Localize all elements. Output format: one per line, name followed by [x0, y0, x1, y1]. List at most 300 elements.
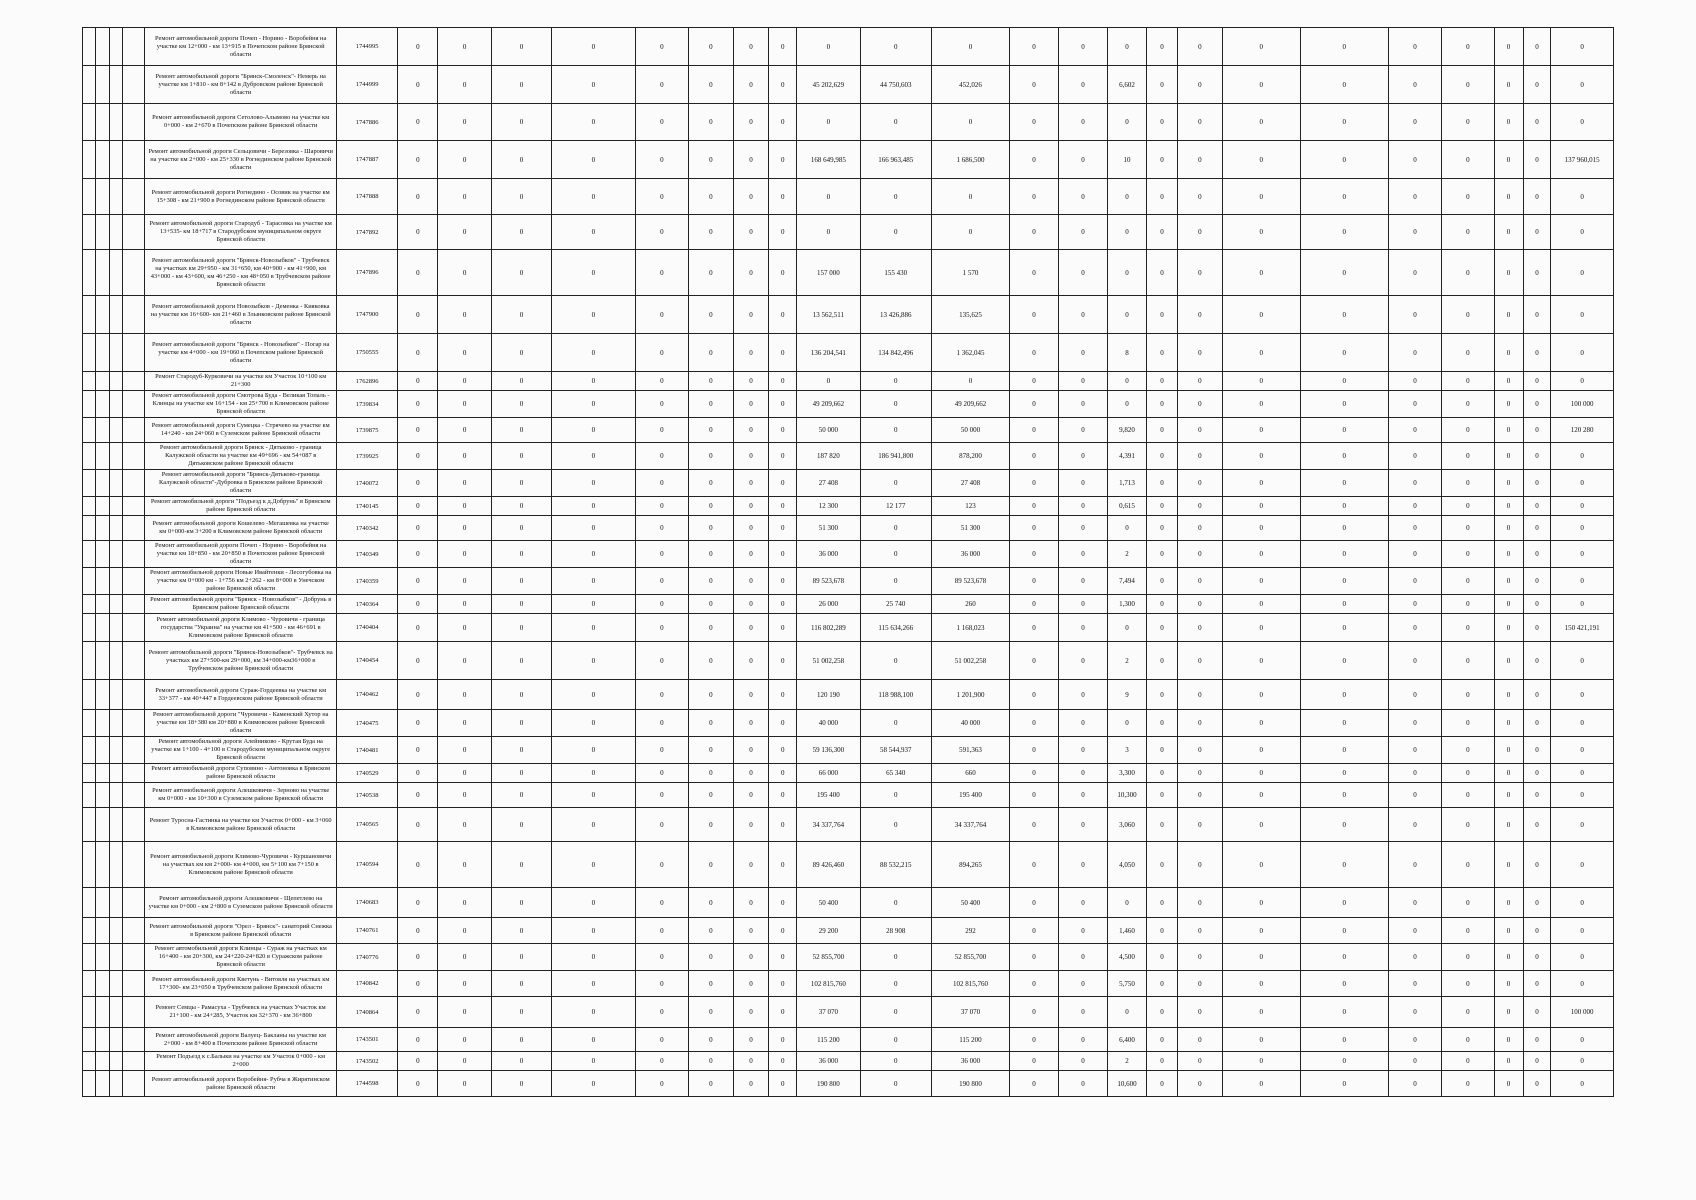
- value-cell: 2: [1107, 541, 1146, 568]
- road-name-cell: Ремонт автомобильной дороги "Брянск-Смоленск"- Немерь на участке км 1+810 - км 8+142 в Дубровском районе Брянской области: [145, 66, 337, 104]
- value-cell: 0: [1178, 443, 1223, 470]
- value-cell: 52 855,700: [797, 944, 861, 971]
- value-cell: 0: [1178, 710, 1223, 737]
- value-cell: 0: [769, 944, 797, 971]
- value-cell: 0: [1146, 1052, 1177, 1071]
- road-name-cell: Ремонт автомобильной дороги "Брянск-Новозыбков"- Трубчевск на участках км 27+500-км 29+000, км 34+000-км36+000 в Трубчевском районе Брянской области: [145, 642, 337, 680]
- value-cell: 0: [769, 737, 797, 764]
- value-cell: 0: [1551, 944, 1614, 971]
- value-cell: 0: [1523, 443, 1551, 470]
- value-cell: 0: [689, 568, 734, 595]
- value-cell: 0: [1300, 250, 1388, 296]
- value-cell: 168 649,985: [797, 141, 861, 179]
- object-code-cell: 1740594: [337, 842, 398, 888]
- value-cell: 0: [438, 642, 491, 680]
- value-cell: 0: [1009, 141, 1058, 179]
- value-cell: 0: [635, 971, 688, 997]
- value-cell: 0: [1523, 680, 1551, 710]
- empty-cell: [83, 680, 96, 710]
- empty-cell: [83, 971, 96, 997]
- value-cell: 0,615: [1107, 497, 1146, 516]
- value-cell: 0: [491, 764, 551, 783]
- value-cell: 0: [1551, 104, 1614, 141]
- object-code-cell: 1740404: [337, 614, 398, 642]
- value-cell: 0: [1388, 918, 1441, 944]
- value-cell: 0: [1222, 418, 1300, 443]
- value-cell: 0: [1523, 918, 1551, 944]
- empty-cell: [96, 250, 109, 296]
- value-cell: 0: [1009, 842, 1058, 888]
- value-cell: 0: [860, 971, 931, 997]
- value-cell: 0: [1523, 1028, 1551, 1052]
- value-cell: 0: [689, 1052, 734, 1071]
- value-cell: 6,602: [1107, 66, 1146, 104]
- value-cell: 123: [931, 497, 1009, 516]
- value-cell: 0: [860, 179, 931, 215]
- value-cell: 0: [552, 918, 636, 944]
- table-row: [83, 334, 1614, 372]
- object-code-cell: 1740342: [337, 516, 398, 541]
- value-cell: 10,300: [1107, 783, 1146, 808]
- value-cell: 0: [1300, 737, 1388, 764]
- empty-cell: [96, 808, 109, 842]
- value-cell: 0: [1494, 1052, 1523, 1071]
- object-code-cell: 1747888: [337, 179, 398, 215]
- object-code-cell: 1740864: [337, 997, 398, 1028]
- value-cell: 0: [1442, 842, 1494, 888]
- empty-cell: [96, 179, 109, 215]
- empty-cell: [123, 764, 145, 783]
- value-cell: 0: [1178, 595, 1223, 614]
- value-cell: 0: [689, 516, 734, 541]
- value-cell: 51 300: [931, 516, 1009, 541]
- road-name-cell: Ремонт Туросна-Гастинка на участке км Участок 0+000 - км 3+060 в Климовском районе Брянской области: [145, 808, 337, 842]
- value-cell: 0: [1009, 372, 1058, 391]
- value-cell: 0: [491, 66, 551, 104]
- value-cell: 0: [1300, 1071, 1388, 1097]
- value-cell: 37 070: [797, 997, 861, 1028]
- object-code-cell: 1747900: [337, 296, 398, 334]
- value-cell: 0: [1551, 680, 1614, 710]
- value-cell: 0: [689, 808, 734, 842]
- empty-cell: [96, 443, 109, 470]
- value-cell: 0: [769, 104, 797, 141]
- value-cell: 0: [552, 1028, 636, 1052]
- value-cell: 0: [1146, 1071, 1177, 1097]
- value-cell: 0: [733, 842, 769, 888]
- table-row: [83, 296, 1614, 334]
- road-name-cell: Ремонт автомобильной дороги Кошелево -Мегашевка на участке км 0+000-км 3+200 в Климовском районе Брянской области: [145, 516, 337, 541]
- empty-cell: [83, 842, 96, 888]
- value-cell: 0: [1178, 614, 1223, 642]
- value-cell: 0: [1058, 104, 1107, 141]
- road-name-cell: Ремонт автомобильной дороги "Брянск - Новозыбков" - Добрунь в Брянском районе Брянской области: [145, 595, 337, 614]
- empty-cell: [109, 568, 122, 595]
- value-cell: 0: [1523, 642, 1551, 680]
- value-cell: 0: [1146, 215, 1177, 250]
- value-cell: 0: [1107, 28, 1146, 66]
- value-cell: 0: [635, 783, 688, 808]
- object-code-cell: 1740145: [337, 497, 398, 516]
- value-cell: 28 908: [860, 918, 931, 944]
- value-cell: 0: [1388, 1071, 1441, 1097]
- value-cell: 1,713: [1107, 470, 1146, 497]
- empty-cell: [123, 516, 145, 541]
- value-cell: 0: [1058, 541, 1107, 568]
- value-cell: 0: [1009, 497, 1058, 516]
- value-cell: 0: [1107, 104, 1146, 141]
- empty-cell: [123, 66, 145, 104]
- value-cell: 0: [1178, 28, 1223, 66]
- value-cell: 0: [1178, 842, 1223, 888]
- value-cell: 0: [1494, 764, 1523, 783]
- value-cell: 0: [552, 372, 636, 391]
- empty-cell: [123, 971, 145, 997]
- road-name-cell: Ремонт автомобильной дороги Климово-Чуровичи - Куршановичи на участках км км 2+000- км 4+000, км 5+100 км 7+150 в Климовском районе Брянской области: [145, 842, 337, 888]
- empty-cell: [123, 918, 145, 944]
- value-cell: 0: [1442, 516, 1494, 541]
- value-cell: 0: [1107, 296, 1146, 334]
- value-cell: 0: [1146, 737, 1177, 764]
- value-cell: 0: [552, 568, 636, 595]
- value-cell: 0: [1009, 28, 1058, 66]
- value-cell: 37 070: [931, 997, 1009, 1028]
- value-cell: 0: [1300, 568, 1388, 595]
- empty-cell: [123, 888, 145, 918]
- value-cell: 0: [1222, 1028, 1300, 1052]
- value-cell: 2: [1107, 642, 1146, 680]
- value-cell: 0: [1222, 888, 1300, 918]
- value-cell: 0: [733, 808, 769, 842]
- value-cell: 0: [860, 888, 931, 918]
- value-cell: 0: [769, 642, 797, 680]
- value-cell: 3,060: [1107, 808, 1146, 842]
- road-name-cell: Ремонт автомобильной дороги Валуец- Бакланы на участке км 2+000 - км 8+400 в Почепском районе Брянской области: [145, 1028, 337, 1052]
- value-cell: 195 400: [797, 783, 861, 808]
- value-cell: 0: [689, 888, 734, 918]
- value-cell: 0: [491, 888, 551, 918]
- value-cell: 0: [1494, 443, 1523, 470]
- value-cell: 0: [1300, 614, 1388, 642]
- value-cell: 0: [552, 66, 636, 104]
- value-cell: 0: [635, 595, 688, 614]
- value-cell: 50 000: [931, 418, 1009, 443]
- empty-cell: [123, 418, 145, 443]
- value-cell: 0: [1551, 842, 1614, 888]
- empty-cell: [96, 888, 109, 918]
- value-cell: 0: [438, 541, 491, 568]
- empty-cell: [109, 1071, 122, 1097]
- value-cell: 0: [491, 497, 551, 516]
- value-cell: 0: [1058, 179, 1107, 215]
- value-cell: 0: [1551, 66, 1614, 104]
- empty-cell: [83, 614, 96, 642]
- value-cell: 0: [733, 28, 769, 66]
- value-cell: 0: [1300, 888, 1388, 918]
- value-cell: 0: [1442, 808, 1494, 842]
- value-cell: 0: [552, 997, 636, 1028]
- value-cell: 0: [689, 391, 734, 418]
- value-cell: 0: [1146, 372, 1177, 391]
- value-cell: 0: [1058, 614, 1107, 642]
- value-cell: 0: [1523, 141, 1551, 179]
- value-cell: 40 000: [797, 710, 861, 737]
- value-cell: 0: [398, 250, 438, 296]
- object-code-cell: 1740565: [337, 808, 398, 842]
- value-cell: 0: [491, 250, 551, 296]
- empty-cell: [83, 296, 96, 334]
- value-cell: 0: [733, 737, 769, 764]
- value-cell: 0: [1494, 179, 1523, 215]
- empty-cell: [123, 541, 145, 568]
- empty-cell: [96, 497, 109, 516]
- value-cell: 0: [1551, 888, 1614, 918]
- value-cell: 0: [398, 516, 438, 541]
- value-cell: 59 136,300: [797, 737, 861, 764]
- value-cell: 0: [1442, 997, 1494, 1028]
- value-cell: 0: [1222, 372, 1300, 391]
- value-cell: 0: [1300, 391, 1388, 418]
- value-cell: 0: [689, 710, 734, 737]
- value-cell: 0: [635, 497, 688, 516]
- value-cell: 0: [1388, 541, 1441, 568]
- value-cell: 0: [552, 1071, 636, 1097]
- value-cell: 0: [398, 642, 438, 680]
- empty-cell: [109, 680, 122, 710]
- value-cell: 89 426,460: [797, 842, 861, 888]
- value-cell: 0: [1178, 334, 1223, 372]
- empty-cell: [123, 497, 145, 516]
- value-cell: 51 300: [797, 516, 861, 541]
- value-cell: 134 842,496: [860, 334, 931, 372]
- value-cell: 0: [689, 372, 734, 391]
- object-code-cell: 1747892: [337, 215, 398, 250]
- value-cell: 0: [1523, 710, 1551, 737]
- road-name-cell: Ремонт автомобильной дороги Почеп - Норино - Воробейня на участке км 18+850 - км 20+850 в Почепском районе Брянской области: [145, 541, 337, 568]
- value-cell: 0: [769, 516, 797, 541]
- value-cell: 0: [689, 944, 734, 971]
- value-cell: 0: [1222, 971, 1300, 997]
- empty-cell: [83, 250, 96, 296]
- value-cell: 0: [491, 680, 551, 710]
- object-code-cell: 1747886: [337, 104, 398, 141]
- empty-cell: [123, 141, 145, 179]
- value-cell: 4,391: [1107, 443, 1146, 470]
- road-name-cell: Ремонт автомобильной дороги Алешковичи - Зерново на участке км 0+000 - км 10+300 в Суземском районе Брянской области: [145, 783, 337, 808]
- value-cell: 0: [733, 1028, 769, 1052]
- value-cell: 0: [733, 764, 769, 783]
- object-code-cell: 1762896: [337, 372, 398, 391]
- value-cell: 0: [635, 888, 688, 918]
- empty-cell: [83, 443, 96, 470]
- value-cell: 0: [1494, 391, 1523, 418]
- value-cell: 0: [552, 250, 636, 296]
- table-row: [83, 104, 1614, 141]
- value-cell: 136 204,541: [797, 334, 861, 372]
- value-cell: 0: [1442, 1071, 1494, 1097]
- value-cell: 0: [398, 1052, 438, 1071]
- value-cell: 0: [1388, 971, 1441, 997]
- value-cell: 0: [689, 418, 734, 443]
- value-cell: 88 532,215: [860, 842, 931, 888]
- value-cell: 0: [1523, 595, 1551, 614]
- value-cell: 0: [1523, 737, 1551, 764]
- value-cell: 0: [1009, 541, 1058, 568]
- value-cell: 0: [1388, 28, 1441, 66]
- value-cell: 0: [860, 28, 931, 66]
- value-cell: 0: [1009, 104, 1058, 141]
- value-cell: 0: [398, 971, 438, 997]
- value-cell: 0: [1551, 595, 1614, 614]
- empty-cell: [109, 808, 122, 842]
- value-cell: 1 362,045: [931, 334, 1009, 372]
- value-cell: 0: [1523, 179, 1551, 215]
- value-cell: 0: [1222, 215, 1300, 250]
- value-cell: 0: [1442, 250, 1494, 296]
- value-cell: 0: [438, 842, 491, 888]
- value-cell: 0: [689, 66, 734, 104]
- value-cell: 0: [552, 888, 636, 918]
- empty-cell: [83, 541, 96, 568]
- value-cell: 0: [1388, 1052, 1441, 1071]
- value-cell: 0: [438, 808, 491, 842]
- empty-cell: [83, 568, 96, 595]
- empty-cell: [123, 443, 145, 470]
- road-name-cell: Ремонт автомобильной дороги Кветунь - Витовля на участках км 17+300- км 23+050 в Трубчевском районе Брянской области: [145, 971, 337, 997]
- value-cell: 0: [1178, 66, 1223, 104]
- value-cell: 0: [398, 764, 438, 783]
- value-cell: 0: [1300, 842, 1388, 888]
- value-cell: 0: [1178, 808, 1223, 842]
- value-cell: 0: [860, 391, 931, 418]
- value-cell: 0: [769, 391, 797, 418]
- value-cell: 0: [1442, 971, 1494, 997]
- object-code-cell: 1744598: [337, 1071, 398, 1097]
- empty-cell: [83, 28, 96, 66]
- value-cell: 0: [1523, 334, 1551, 372]
- value-cell: 0: [1494, 470, 1523, 497]
- empty-cell: [96, 470, 109, 497]
- value-cell: 0: [733, 888, 769, 918]
- road-name-cell: Ремонт автомобильной дороги "Подъезд к д.Добрунь" в Брянском районе Брянской области: [145, 497, 337, 516]
- value-cell: 0: [1146, 66, 1177, 104]
- empty-cell: [96, 66, 109, 104]
- value-cell: 0: [1222, 443, 1300, 470]
- value-cell: 0: [1146, 918, 1177, 944]
- value-cell: 0: [1494, 141, 1523, 179]
- value-cell: 0: [552, 516, 636, 541]
- value-cell: 0: [438, 614, 491, 642]
- value-cell: 12 177: [860, 497, 931, 516]
- value-cell: 0: [1442, 737, 1494, 764]
- value-cell: 0: [552, 296, 636, 334]
- value-cell: 0: [1009, 215, 1058, 250]
- value-cell: 0: [1523, 28, 1551, 66]
- value-cell: 0: [769, 443, 797, 470]
- value-cell: 0: [438, 737, 491, 764]
- object-code-cell: 1747896: [337, 250, 398, 296]
- value-cell: 0: [1551, 296, 1614, 334]
- value-cell: 0: [1551, 516, 1614, 541]
- value-cell: 0: [1388, 997, 1441, 1028]
- value-cell: 0: [1178, 516, 1223, 541]
- table-row: [83, 783, 1614, 808]
- table-row: [83, 1071, 1614, 1097]
- value-cell: 0: [1523, 66, 1551, 104]
- value-cell: 0: [1551, 1052, 1614, 1071]
- value-cell: 0: [1058, 418, 1107, 443]
- value-cell: 0: [1551, 1071, 1614, 1097]
- value-cell: 0: [398, 28, 438, 66]
- value-cell: 50 000: [797, 418, 861, 443]
- empty-cell: [109, 614, 122, 642]
- value-cell: 0: [1009, 997, 1058, 1028]
- empty-cell: [83, 141, 96, 179]
- value-cell: 0: [733, 783, 769, 808]
- value-cell: 0: [552, 808, 636, 842]
- value-cell: 0: [1178, 783, 1223, 808]
- value-cell: 0: [1442, 541, 1494, 568]
- object-code-cell: 1750555: [337, 334, 398, 372]
- value-cell: 0: [1058, 710, 1107, 737]
- value-cell: 0: [438, 764, 491, 783]
- value-cell: 0: [1222, 944, 1300, 971]
- value-cell: 120 280: [1551, 418, 1614, 443]
- value-cell: 0: [733, 470, 769, 497]
- value-cell: 0: [1442, 642, 1494, 680]
- table-row: [83, 250, 1614, 296]
- value-cell: 0: [438, 66, 491, 104]
- value-cell: 0: [769, 28, 797, 66]
- empty-cell: [109, 541, 122, 568]
- value-cell: 0: [1222, 737, 1300, 764]
- value-cell: 0: [1442, 141, 1494, 179]
- value-cell: 0: [1300, 680, 1388, 710]
- value-cell: 0: [635, 141, 688, 179]
- value-cell: 660: [931, 764, 1009, 783]
- value-cell: 0: [1300, 1028, 1388, 1052]
- value-cell: 0: [1551, 497, 1614, 516]
- value-cell: 0: [491, 470, 551, 497]
- empty-cell: [123, 680, 145, 710]
- value-cell: 0: [1523, 971, 1551, 997]
- value-cell: 0: [1300, 215, 1388, 250]
- value-cell: 0: [1222, 997, 1300, 1028]
- value-cell: 0: [1058, 215, 1107, 250]
- value-cell: 0: [1178, 568, 1223, 595]
- value-cell: 2: [1107, 1052, 1146, 1071]
- object-code-cell: 1740842: [337, 971, 398, 997]
- value-cell: 0: [1222, 334, 1300, 372]
- value-cell: 0: [1551, 642, 1614, 680]
- value-cell: 7,494: [1107, 568, 1146, 595]
- empty-cell: [96, 334, 109, 372]
- table-row: [83, 418, 1614, 443]
- table-row: [83, 680, 1614, 710]
- value-cell: 0: [491, 614, 551, 642]
- value-cell: 0: [438, 141, 491, 179]
- value-cell: 0: [769, 971, 797, 997]
- empty-cell: [123, 1052, 145, 1071]
- value-cell: 0: [1388, 443, 1441, 470]
- value-cell: 0: [769, 888, 797, 918]
- value-cell: 0: [1523, 944, 1551, 971]
- value-cell: 0: [1551, 783, 1614, 808]
- value-cell: 0: [1146, 842, 1177, 888]
- road-name-cell: Ремонт автомобильной дороги Сумецка - Стрячево на участке км 14+240 - км 24+060 в Суземском районе Брянской области: [145, 418, 337, 443]
- value-cell: 0: [635, 104, 688, 141]
- value-cell: 13 562,511: [797, 296, 861, 334]
